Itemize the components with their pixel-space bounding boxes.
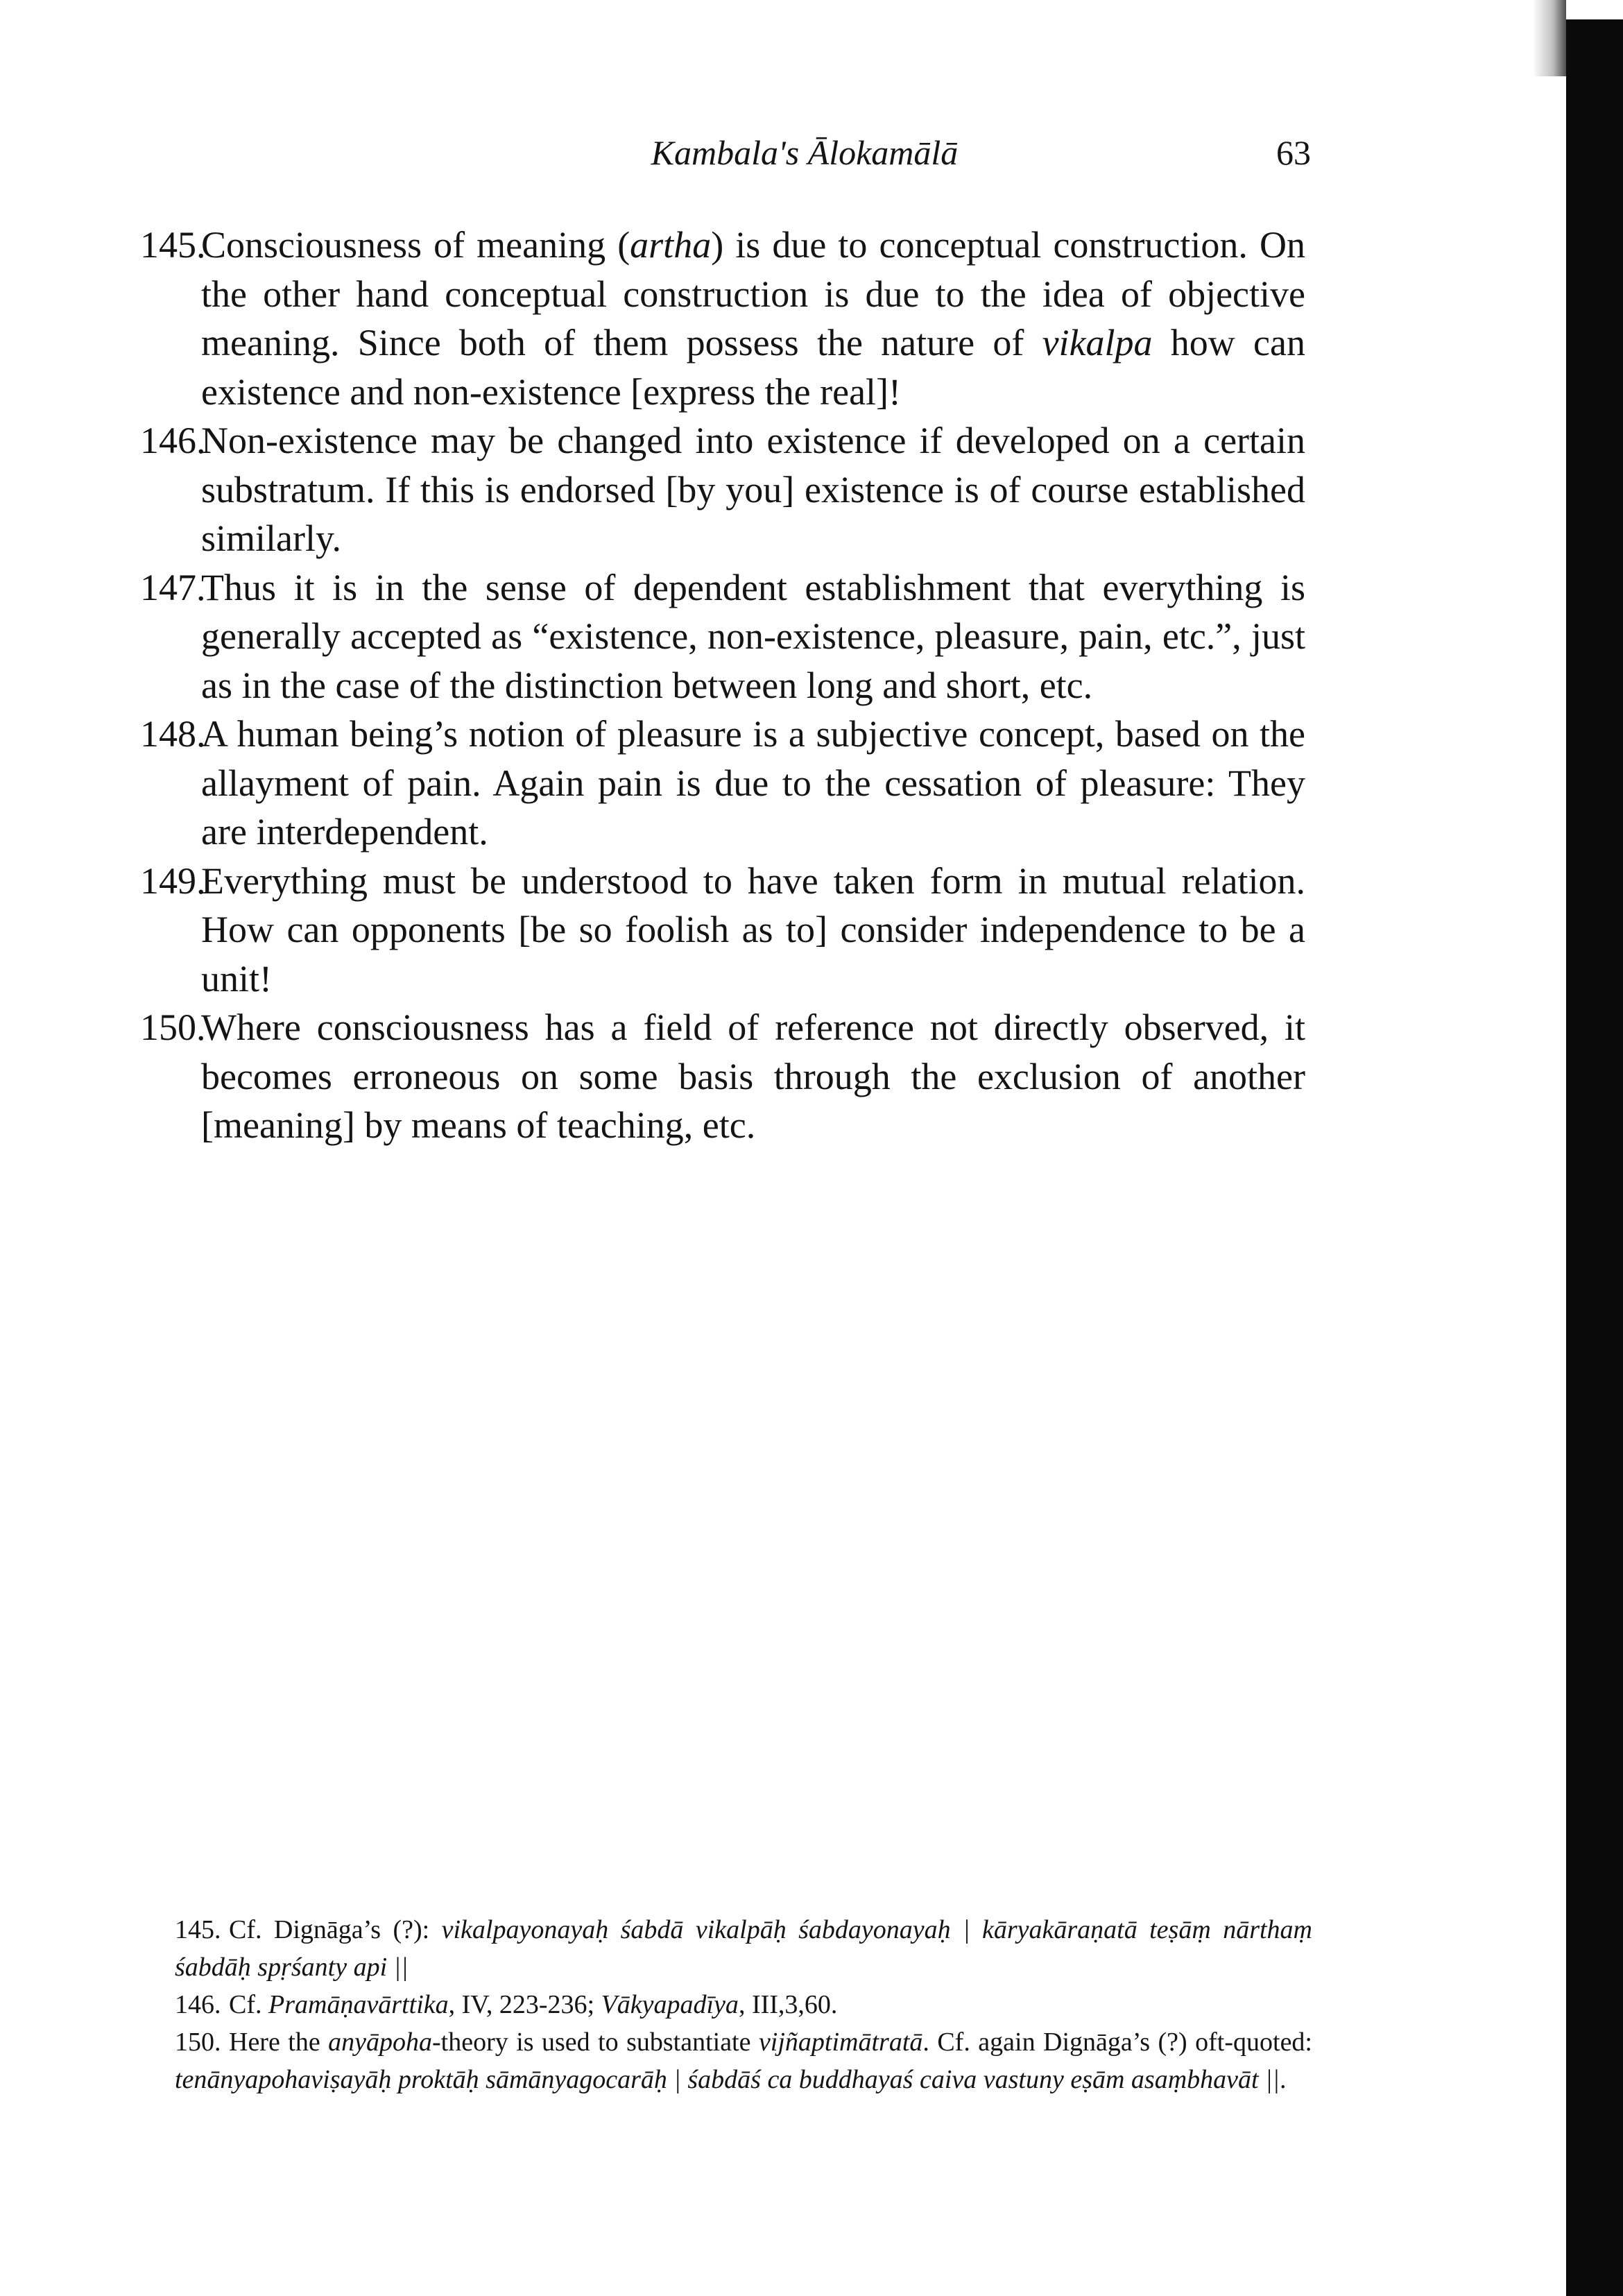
verse-number: 146. — [140, 420, 206, 461]
footnote-145 — [175, 1911, 1312, 1986]
verse-text-part: how can existence and non-existence [express the real]! — [201, 322, 1305, 413]
verse-number: 149. — [140, 859, 206, 902]
footnote-text: , III,3,60. — [738, 1990, 838, 2019]
footnote-number: 146. — [175, 1990, 221, 2019]
footnote-text: . Cf. again Dignāga’s (?) oft-quoted: — [922, 2028, 1312, 2057]
page-number: 63 — [1276, 133, 1311, 172]
footnote-number: 145. — [175, 1915, 221, 1944]
footnote-number: 150. — [175, 2028, 221, 2057]
footnote-text: Here the — [229, 2028, 329, 2057]
verse-number: 150. — [140, 1006, 206, 1048]
verse-text-part: ) is due to conceptual construction. On the other hand conceptual construction is due to the idea of objective meaning. Since both of them possess the nature of — [201, 224, 1305, 363]
verse-text-italic: vikalpa — [1042, 322, 1153, 363]
footnote-text: Cf. — [229, 1990, 268, 2019]
verse-text — [201, 221, 1305, 416]
footnote-list — [175, 1911, 1312, 2098]
verse-text-italic: artha — [630, 224, 712, 266]
running-title: Kambala's Ālokamālā — [651, 133, 959, 172]
verse-145 — [140, 221, 1305, 416]
verse-text: Thus it is in the sense of dependent establishment that everything is generally accepted as “existence, non-existence, pleasure, pain, etc.”, just as in the case of the distinction between long and short, etc. — [201, 566, 1305, 706]
verse-150 — [140, 1003, 1305, 1150]
verse-number: 148. — [140, 713, 206, 755]
verse-149 — [140, 857, 1305, 1004]
verse-text-part: Consciousness of meaning ( — [201, 224, 630, 266]
verse-148 — [140, 710, 1305, 857]
scan-edge-shadow — [1566, 19, 1623, 2296]
verse-number: 147. — [140, 566, 206, 608]
footnote-italic: tenānyapohaviṣayāḥ proktāḥ sāmānyagocarāḥ | śabdāś ca buddhayaś caiva vastuny eṣām asaṃbhavāt || — [175, 2065, 1280, 2094]
verse-146 — [140, 416, 1305, 563]
footnote-italic: Pramāṇavārttika — [268, 1990, 449, 2019]
footnote-italic: vikalpayonayaḥ śabdā vikalpāḥ śabdayonayaḥ | kāryakāraṇatā teṣāṃ nārthaṃ śabdāḥ spṛśanty api || — [175, 1915, 1312, 1982]
verse-number: 145. — [140, 224, 206, 266]
verse-147 — [140, 563, 1305, 710]
footnote-italic: Vākyapadīya — [601, 1990, 739, 2019]
footnote-text: Cf. Dignāga’s (?): — [229, 1915, 442, 1944]
footnote-text: -theory is used to substantiate — [432, 2028, 759, 2057]
verse-text: A human being’s notion of pleasure is a subjective concept, based on the allayment of pain. Again pain is due to the cessation of pleasure: They are interdependent. — [201, 713, 1305, 853]
footnote-150 — [175, 2023, 1312, 2098]
page-header — [173, 128, 1311, 177]
verse-text: Non-existence may be changed into existence if developed on a certain substratum. If this is endorsed [by you] existence is of course established similarly. — [201, 420, 1305, 559]
verse-list — [140, 221, 1305, 1150]
footnote-italic: vijñaptimātratā — [758, 2028, 923, 2057]
footnote-text: , IV, 223-236; — [448, 1990, 601, 2019]
scan-edge-gradient — [1533, 0, 1566, 76]
footnote-italic: anyāpoha — [328, 2028, 433, 2057]
verse-text: Where consciousness has a field of reference not directly observed, it becomes erroneous on some basis through the exclusion of another [meaning] by means of teaching, etc. — [201, 1006, 1305, 1146]
verse-text: Everything must be understood to have taken form in mutual relation. How can opponents [be so foolish as to] consider independence to be a unit! — [201, 859, 1305, 1000]
footnote-text: . — [1279, 2065, 1287, 2094]
footnote-146 — [175, 1986, 1312, 2023]
